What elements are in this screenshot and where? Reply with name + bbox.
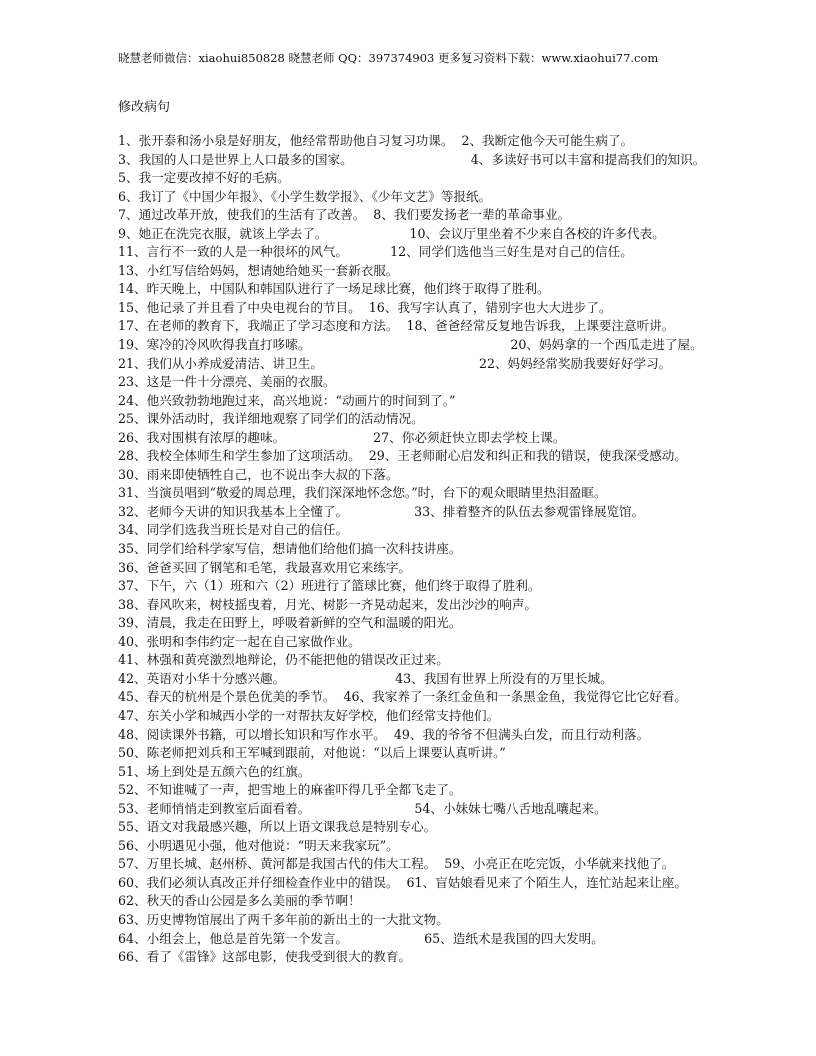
sentence-item: 7、通过改革开放，使我们的生活有了改善。	[118, 207, 366, 223]
sentence-line	[118, 169, 808, 188]
sentence-line	[118, 744, 808, 763]
sentence-line	[118, 688, 808, 707]
sentence-item: 43、我国有世界上所没有的万里长城。	[395, 670, 613, 686]
sentence-item: 38、春风吹来，树枝摇曳着，月光、树影一齐晃动起来，发出沙沙的响声。	[118, 596, 538, 612]
sentence-item: 54、小妹妹七嘴八舌地乱嚷起来。	[414, 800, 607, 816]
sentence-item: 59、小亮正在吃完饭，小华就来找他了。	[444, 856, 675, 872]
sentence-line	[118, 355, 808, 374]
sentence-item: 52、不知谁喊了一声，把雪地上的麻雀吓得几乎全都飞走了。	[118, 782, 462, 798]
sentence-line	[118, 707, 808, 726]
sentence-line	[118, 892, 808, 911]
sentence-line	[118, 818, 808, 837]
sentence-item: 41、林强和黄亮激烈地辩论，仍不能把他的错误改正过来。	[118, 652, 449, 668]
sentence-item: 17、在老师的教育下，我端正了学习态度和方法。	[118, 318, 399, 334]
sentence-line	[118, 151, 808, 170]
sentence-line	[118, 633, 808, 652]
sentence-line	[118, 540, 808, 559]
sentence-item: 61、盲姑娘看见来了个陌生人，连忙站起来让座。	[406, 874, 687, 890]
page-header: 晓慧老师微信：xiaohui850828 晓慧老师 QQ：397374903 更多复习资料下载：www.xiaohui77.com	[118, 51, 659, 65]
sentence-item: 51、场上到处是五颜六色的红旗。	[118, 763, 311, 779]
sentence-line	[118, 911, 808, 930]
sentence-line	[118, 188, 808, 207]
sentence-item: 1、张开泰和汤小泉是好朋友，他经常帮助他自习复习功课。	[118, 133, 454, 148]
sentence-item: 62、秋天的香山公园是多么美丽的季节啊！	[118, 893, 361, 909]
sentence-item: 24、他兴致勃勃地跑过来，高兴地说：“动画片的时间到了。”	[118, 392, 456, 408]
sentence-line	[118, 280, 808, 299]
sentence-item: 42、英语对小华十分感兴趣。	[118, 670, 286, 686]
sentence-item: 11、言行不一致的人是一种很坏的风气。	[118, 244, 349, 260]
sentence-item: 56、小明遇见小强，他对他说：“明天来我家玩”。	[118, 837, 399, 853]
sentence-line	[118, 373, 808, 392]
sentence-line	[118, 225, 808, 244]
sentence-item: 46、我家养了一条红金鱼和一条黑金鱼，我觉得它比它好看。	[343, 689, 687, 705]
sentence-item: 35、同学们给科学家写信，想请他们给他们搞一次科技讲座。	[118, 541, 462, 557]
sentence-item: 33、排着整齐的队伍去参观雷锋展览馆。	[414, 503, 645, 519]
sentence-item: 31、当演员唱到“敬爱的周总理，我们深深地怀念您。”时，台下的观众眼睛里热泪盈眶。	[118, 485, 607, 501]
sentence-item: 13、小红写信给妈妈，想请她给她买一套新衣服。	[118, 262, 399, 278]
sentence-line	[118, 392, 808, 411]
sentence-line	[118, 596, 808, 615]
sentence-item: 6、我订了《中国少年报》、《小学生数学报》、《少年文艺》等报纸。	[118, 188, 492, 204]
sentence-item: 16、我写字认真了，错别字也大大进步了。	[368, 299, 612, 315]
sentence-line	[118, 447, 808, 466]
sentence-line	[118, 299, 808, 318]
sentence-item: 23、这是一件十分漂亮、美丽的衣服。	[118, 374, 336, 390]
sentence-line	[118, 726, 808, 745]
sentence-line	[118, 800, 808, 819]
sentence-line	[118, 874, 808, 893]
sentence-item: 39、清晨，我走在田野上，呼吸着新鲜的空气和温暖的阳光。	[118, 615, 462, 631]
sentence-item: 48、阅读课外书籍，可以增长知识和写作水平。	[118, 726, 386, 742]
sentence-item: 60、我们必须认真改正并仔细检查作业中的错误。	[118, 874, 399, 890]
sentence-item: 32、老师今天讲的知识我基本上全懂了。	[118, 503, 349, 519]
sentence-line	[118, 670, 808, 689]
sentence-item: 27、你必须赶快立即去学校上课。	[373, 429, 566, 445]
sentence-item: 9、她正在洗完衣服，就该上学去了。	[118, 225, 328, 241]
sentence-item: 5、我一定要改掉不好的毛病。	[118, 170, 290, 186]
sentence-item: 19、寒冷的冷风吹得我直打哆嗦。	[118, 337, 311, 353]
sentence-line	[118, 503, 808, 522]
sentence-item: 4、多读好书可以丰富和提高我们的知识。	[470, 151, 706, 167]
sentence-item: 40、张明和李伟约定一起在自己家做作业。	[118, 633, 361, 649]
sentence-line	[118, 614, 808, 633]
sentence-item: 55、语文对我最感兴趣，所以上语文课我总是特别专心。	[118, 819, 437, 835]
sentence-item: 2、我断定他今天可能生病了。	[461, 133, 634, 148]
sentence-line	[118, 651, 808, 670]
sentence-line	[118, 521, 808, 540]
sentence-item: 3、我国的人口是世界上人口最多的国家。	[118, 151, 353, 167]
sentence-line	[118, 410, 808, 429]
sentence-item: 18、爸爸经常反复地告诉我，上课要注意听讲。	[406, 318, 675, 334]
sentence-item: 47、东关小学和城西小学的一对帮扶友好学校，他们经常支持他们。	[118, 707, 500, 723]
sentence-item: 57、万里长城、赵州桥、黄河都是我国古代的伟大工程。	[118, 856, 437, 872]
sentence-item: 8、我们要发扬老一辈的革命事业。	[373, 207, 571, 223]
sentence-list	[118, 132, 808, 967]
sentence-line	[118, 484, 808, 503]
sentence-item: 37、下午，六（1）班和六（2）班进行了篮球比赛，他们终于取得了胜利。	[118, 578, 541, 594]
sentence-line	[118, 559, 808, 578]
sentence-line	[118, 577, 808, 596]
sentence-item: 49、我的爷爷不但满头白发，而且行动利落。	[393, 726, 650, 742]
sentence-line	[118, 132, 808, 151]
sentence-line	[118, 948, 808, 967]
sentence-line	[118, 429, 808, 448]
sentence-line	[118, 930, 808, 949]
sentence-item: 45、春天的杭州是个景色优美的季节。	[118, 689, 336, 705]
sentence-item: 15、他记录了并且看了中央电视台的节目。	[118, 299, 361, 315]
sentence-item: 12、同学们选他当三好生是对自己的信任。	[390, 244, 633, 260]
sentence-line	[118, 243, 808, 262]
sentence-item: 66、看了《雷锋》这部电影，使我受到很大的教育。	[118, 949, 412, 965]
sentence-line	[118, 336, 808, 355]
sentence-line	[118, 763, 808, 782]
sentence-line	[118, 466, 808, 485]
sentence-line	[118, 855, 808, 874]
sentence-line	[118, 206, 808, 225]
document-title: 修改病句	[118, 100, 171, 115]
sentence-item: 29、王老师耐心启发和纠正和我的错误，使我深受感动。	[368, 448, 687, 464]
sentence-item: 53、老师悄悄走到教室后面看着。	[118, 800, 311, 816]
sentence-item: 22、妈妈经常奖励我要好好学习。	[478, 355, 672, 371]
sentence-item: 10、会议厅里坐着不少来自各校的许多代表。	[409, 225, 665, 241]
sentence-item: 28、我校全体师生和学生参加了这项活动。	[118, 448, 361, 464]
sentence-line	[118, 837, 808, 856]
sentence-item: 25、课外活动时，我详细地观察了同学们的活动情况。	[118, 411, 424, 427]
sentence-item: 26、我对围棋有浓厚的趣味。	[118, 429, 286, 445]
sentence-line	[118, 781, 808, 800]
sentence-item: 65、造纸术是我国的四大发明。	[424, 930, 604, 946]
sentence-item: 20、妈妈拿的一个西瓜走进了屋。	[510, 337, 703, 353]
sentence-item: 64、小组会上，他总是首先第一个发言。	[118, 930, 349, 946]
sentence-line	[118, 262, 808, 281]
sentence-item: 50、陈老师把刘兵和王军喊到跟前，对他说：“以后上课要认真听讲。”	[118, 745, 506, 761]
sentence-item: 14、昨天晚上，中国队和韩国队进行了一场足球比赛，他们终于取得了胜利。	[118, 281, 550, 297]
sentence-item: 36、爸爸买回了钢笔和毛笔，我最喜欢用它来练字。	[118, 559, 412, 575]
sentence-item: 30、雨来即使牺牲自己，也不说出李大叔的下落。	[118, 466, 399, 482]
sentence-item: 21、我们从小养成爱清洁、讲卫生。	[118, 355, 323, 371]
sentence-item: 63、历史博物馆展出了两千多年前的新出土的一大批文物。	[118, 911, 449, 927]
sentence-line	[118, 317, 808, 336]
sentence-item: 34、同学们选我当班长是对自己的信任。	[118, 522, 349, 538]
